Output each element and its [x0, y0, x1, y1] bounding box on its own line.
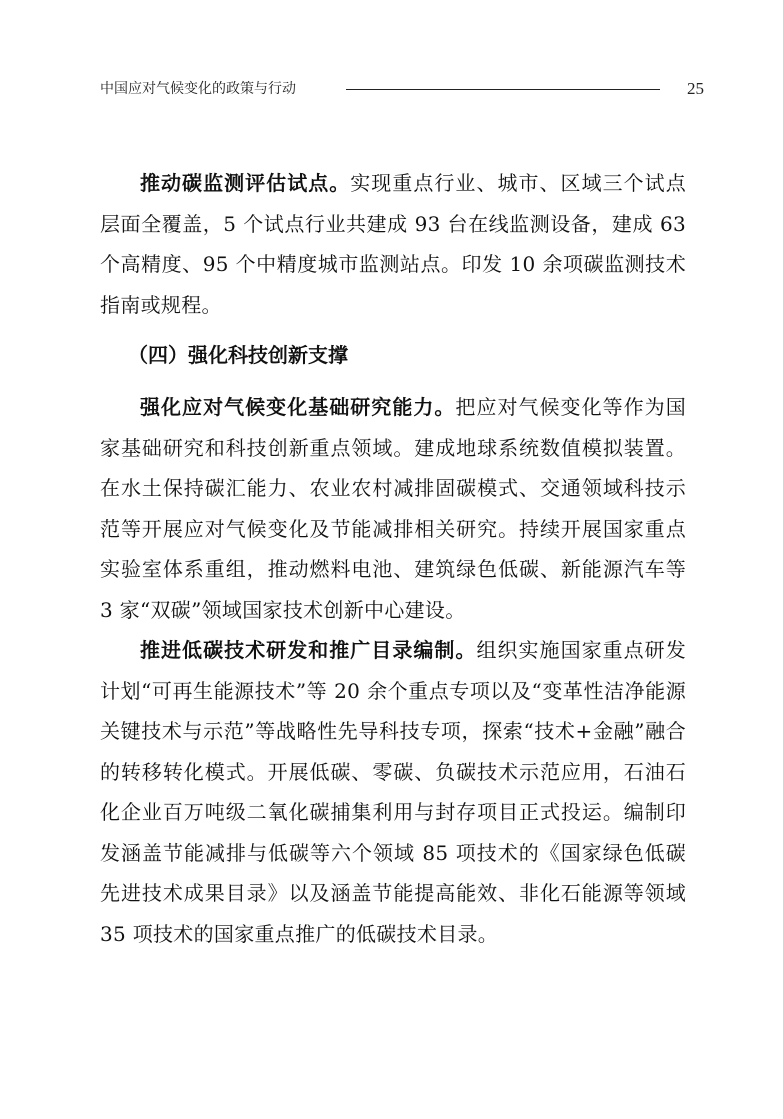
running-header	[100, 78, 704, 100]
paragraph-text: 把应对气候变化等作为国家基础研究和科技创新重点领域。建成地球系统数值模拟装置。在水土保持碳汇能力、农业农村减排固碳模式、交通领域科技示范等开展应对气候变化及节能减排相关研究。持续开展国家重点实验室体系重组，推动燃料电池、建筑绿色低碳、新能源汽车等 3 家“双碳”领域国家技术创新中心建设。	[100, 395, 686, 622]
header-title: 中国应对气候变化的政策与行动	[100, 81, 296, 97]
paragraph-text: 组织实施国家重点研发计划“可再生能源技术”等 20 余个重点专项以及“变革性洁净能源关键技术与示范”等战略性先导科技专项，探索“技术+金融”融合的转移转化模式。开展低碳、零碳、负碳技术示范应用，石油石化企业百万吨级二氧化碳捕集利用与封存项目正式投运。编制印发涵盖节能减排与低碳等六个领域 85 项技术的《国家绿色低碳先进技术成果目录》以及涵盖节能提高能效、非化石能源等领域 35 项技术的国家重点推广的低碳技术目录。	[100, 638, 687, 946]
paragraph-lead: 推进低碳技术研发和推广目录编制。	[140, 638, 477, 662]
paragraph-basic-research	[100, 387, 686, 630]
header-rule	[346, 89, 660, 90]
paragraph-carbon-monitoring	[100, 163, 686, 325]
paragraph-text: 实现重点行业、城市、区域三个试点层面全覆盖，5 个试点行业共建成 93 台在线监测设备，建成 63 个高精度、95 个中精度城市监测站点。印发 10 余项碳监测技术指南或规程。	[100, 171, 686, 317]
paragraph-lead: 强化应对气候变化基础研究能力。	[140, 395, 456, 419]
paragraph-low-carbon-tech	[100, 630, 686, 954]
page-body	[100, 163, 686, 954]
paragraph-lead: 推动碳监测评估试点。	[140, 171, 351, 195]
section-heading: （四）强化科技创新支撑	[128, 343, 348, 367]
page-number: 25	[687, 79, 704, 98]
